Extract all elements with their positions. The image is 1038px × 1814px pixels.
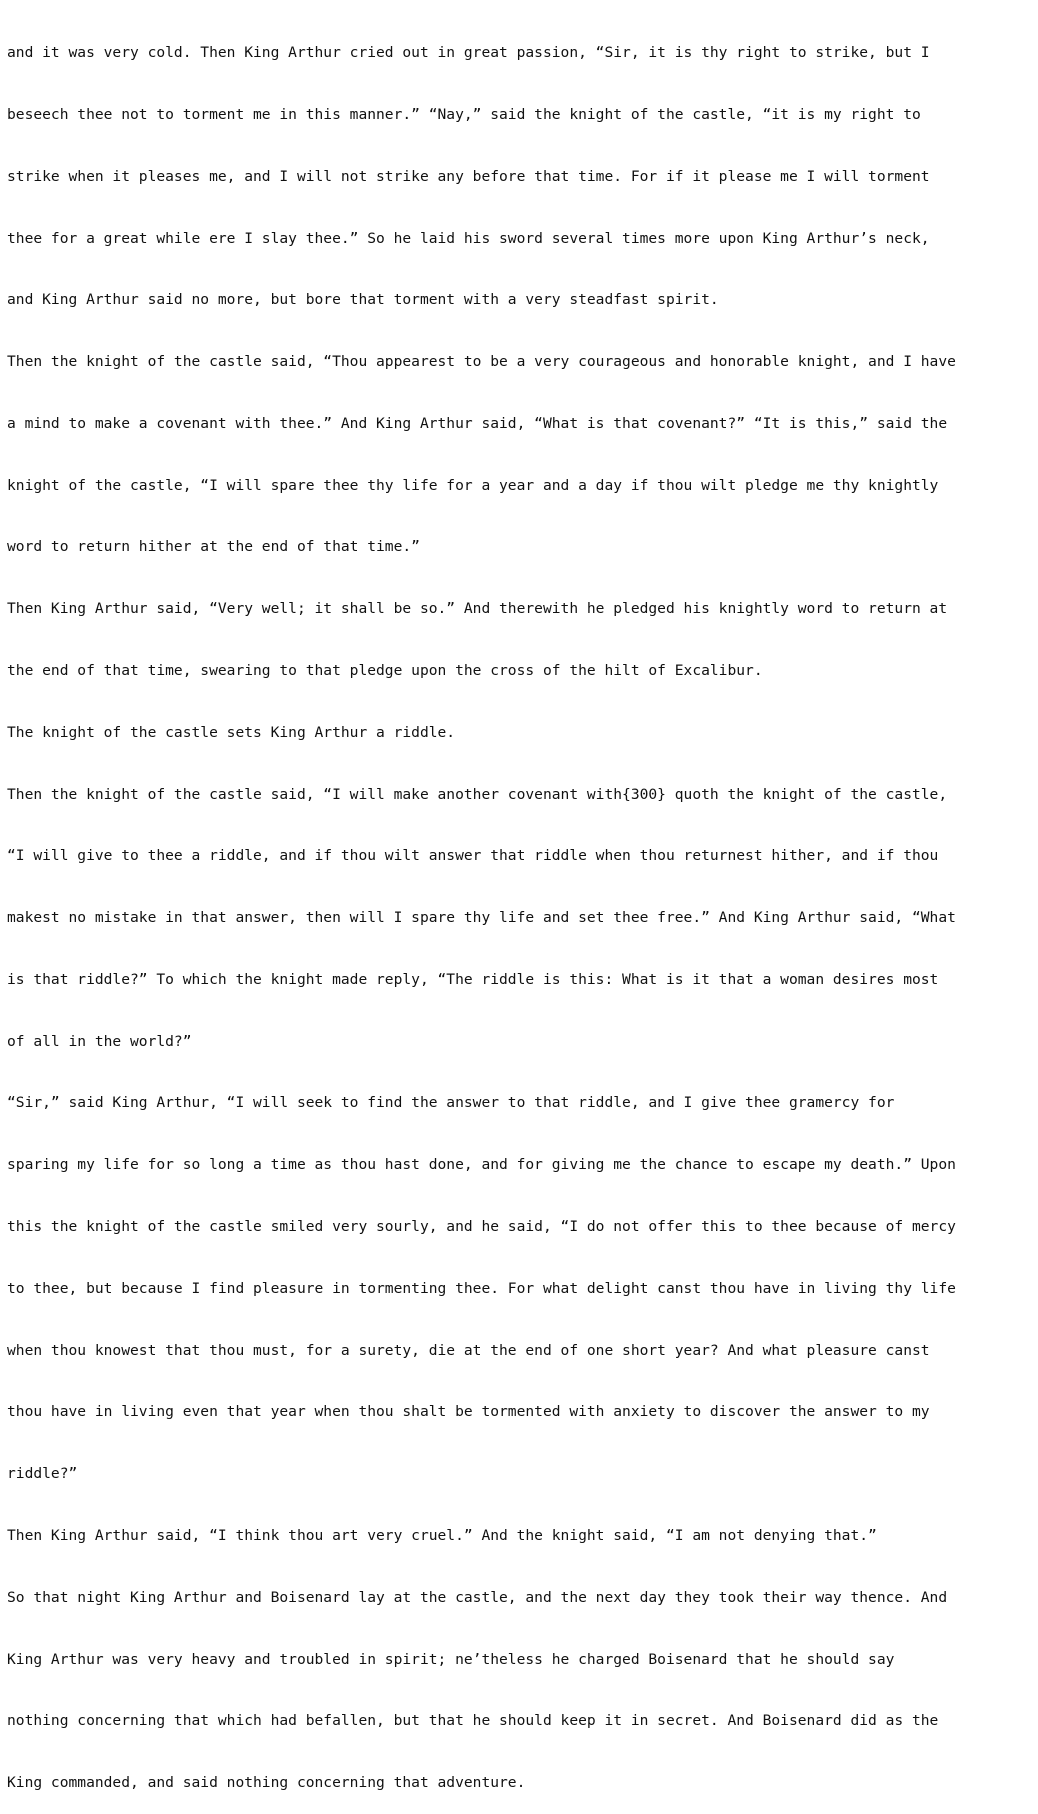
- text-line: Then King Arthur said, “Very well; it shall be so.” And therewith he pledged his knightly word to return at: [7, 600, 948, 618]
- text-line: thou have in living even that year when thou shalt be tormented with anxiety to discover the answer to my: [7, 1403, 930, 1421]
- text-line: the end of that time, swearing to that pledge upon the cross of the hilt of Excalibur.: [7, 662, 763, 679]
- text-line: a mind to make a covenant with thee.” And King Arthur said, “What is that covenant?” “It is this,” said the: [7, 414, 948, 432]
- text-line: and it was very cold. Then King Arthur cried out in great passion, “Sir, it is thy right to strike, but I: [7, 44, 930, 62]
- text-line: beseech thee not to torment me in this manner.” “Nay,” said the knight of the castle, “it is my right to: [7, 105, 921, 123]
- text-line: when thou knowest that thou must, for a surety, die at the end of one short year? And what pleasure canst: [7, 1341, 930, 1359]
- text-line: The knight of the castle sets King Arthur a riddle.: [7, 723, 456, 741]
- text-line: Then King Arthur said, “I think thou art very cruel.” And the knight said, “I am not denying that.”: [7, 1526, 877, 1544]
- text-line: makest no mistake in that answer, then will I spare thy life and set thee free.” And King Arthur said, “What: [7, 909, 956, 927]
- text-line: Then the knight of the castle said, “I will make another covenant with{300} quoth the knight of the castle,: [7, 785, 948, 803]
- text-line: “I will give to thee a riddle, and if thou wilt answer that riddle when thou returnest hither, and if thou: [7, 847, 939, 865]
- text-line: knight of the castle, “I will spare thee thy life for a year and a day if thou wilt pledge me thy knightly: [7, 476, 939, 494]
- text-line: King Arthur was very heavy and troubled in spirit; ne’theless he charged Boisenard that he should say: [7, 1650, 895, 1668]
- text-line: King commanded, and said nothing concerning that adventure.: [7, 1774, 526, 1792]
- text-line: word to return hither at the end of that time.”: [7, 538, 420, 556]
- text-line: “Sir,” said King Arthur, “I will seek to find the answer to that riddle, and I give thee gramercy for: [7, 1094, 895, 1112]
- text-line: strike when it pleases me, and I will not strike any before that time. For if it please me I will torment: [7, 167, 930, 185]
- text-line: Then the knight of the castle said, “Thou appearest to be a very courageous and honorable knight, and I have: [7, 353, 956, 371]
- text-line: this the knight of the castle smiled very sourly, and he said, “I do not offer this to thee because of mercy: [7, 1218, 956, 1236]
- text-line: thee for a great while ere I slay thee.” So he laid his sword several times more upon King Arthur’s neck,: [7, 229, 930, 247]
- text-line: nothing concerning that which had befallen, but that he should keep it in secret. And Boisenard did as the: [7, 1712, 939, 1730]
- text-line: sparing my life for so long a time as thou hast done, and for giving me the chance to escape my death.” Upon: [7, 1156, 956, 1174]
- text-line: So that night King Arthur and Boisenard lay at the castle, and the next day they took their way thence. And: [7, 1588, 948, 1606]
- text-line: and King Arthur said no more, but bore that torment with a very steadfast spirit.: [7, 291, 719, 309]
- text-line: to thee, but because I find pleasure in tormenting thee. For what delight canst thou have in living thy life: [7, 1279, 956, 1297]
- text-line: of all in the world?”: [7, 1032, 192, 1050]
- document-text-area[interactable]: [7, 2, 1035, 1814]
- text-line: riddle?”: [7, 1465, 78, 1483]
- text-line: is that riddle?” To which the knight made reply, “The riddle is this: What is it that a woman desires most: [7, 970, 939, 988]
